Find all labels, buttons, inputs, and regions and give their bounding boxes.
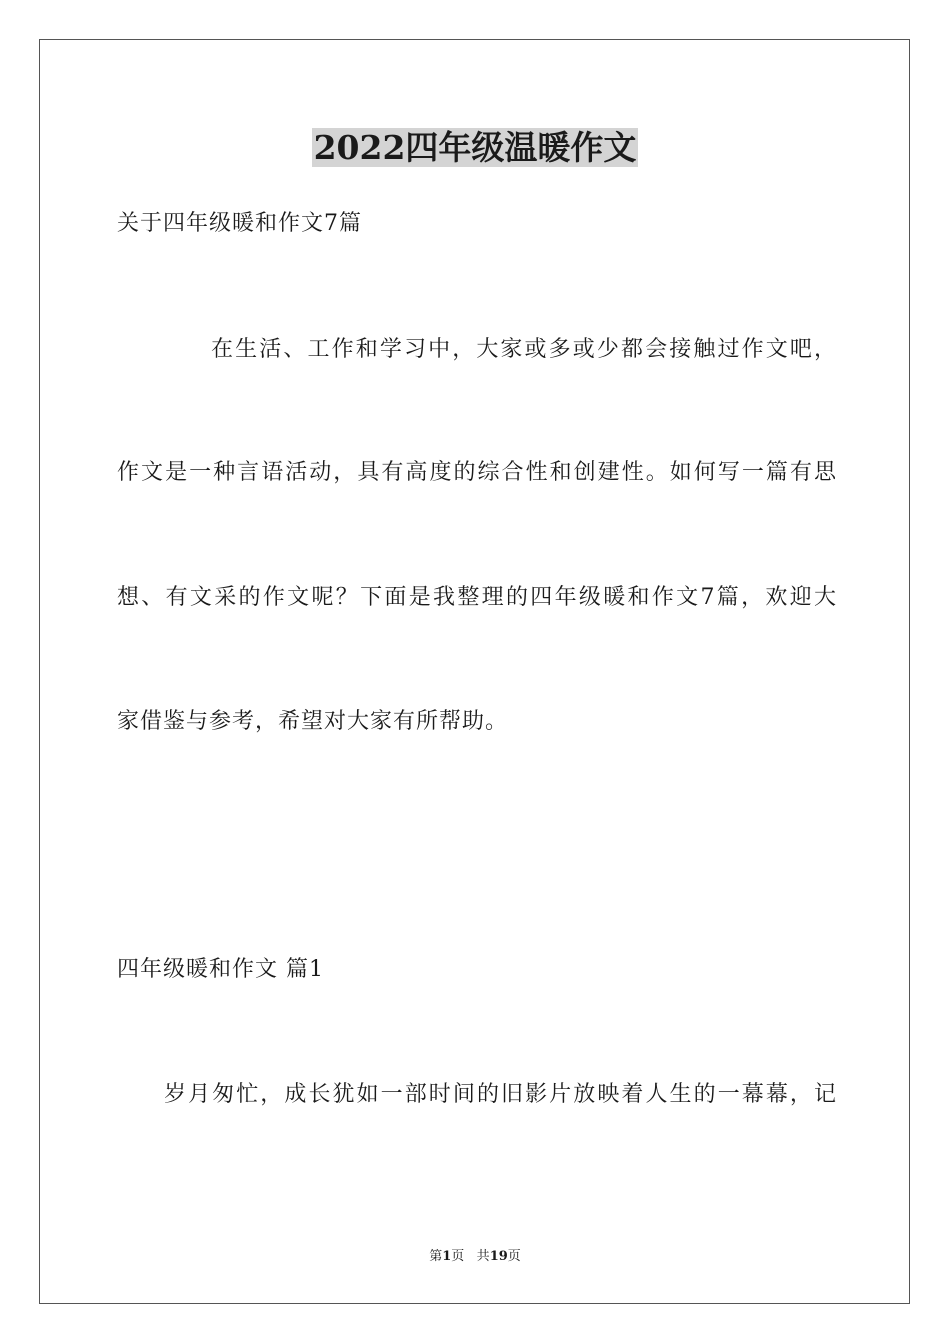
intro-line-1: 在生活、工作和学习中，大家或多或少都会接触过作文吧， — [211, 337, 837, 362]
document-subtitle: 关于四年级暖和作文7篇 — [117, 211, 362, 236]
intro-line-3: 想、有文采的作文呢？下面是我整理的四年级暖和作文7篇，欢迎大 — [117, 585, 837, 610]
footer-total-pages: 19 — [489, 1249, 508, 1264]
intro-line-2: 作文是一种言语活动，具有高度的综合性和创建性。如何写一篇有思 — [117, 460, 837, 485]
footer-page-suffix: 页 — [451, 1249, 465, 1264]
page-footer — [0, 1248, 950, 1266]
footer-page-number: 1 — [442, 1249, 452, 1264]
document-title-text: 2022四年级温暖作文 — [313, 128, 637, 167]
section-first-line: 岁月匆忙，成长犹如一部时间的旧影片放映着人生的一幕幕，记 — [164, 1082, 837, 1107]
footer-page-prefix: 第 — [429, 1249, 443, 1264]
section-heading: 四年级暖和作文 篇1 — [117, 957, 324, 982]
intro-line-4: 家借鉴与参考，希望对大家有所帮助。 — [117, 709, 509, 734]
footer-total-prefix: 共 — [476, 1249, 490, 1264]
footer-total-suffix: 页 — [507, 1249, 521, 1264]
document-title — [0, 126, 950, 170]
